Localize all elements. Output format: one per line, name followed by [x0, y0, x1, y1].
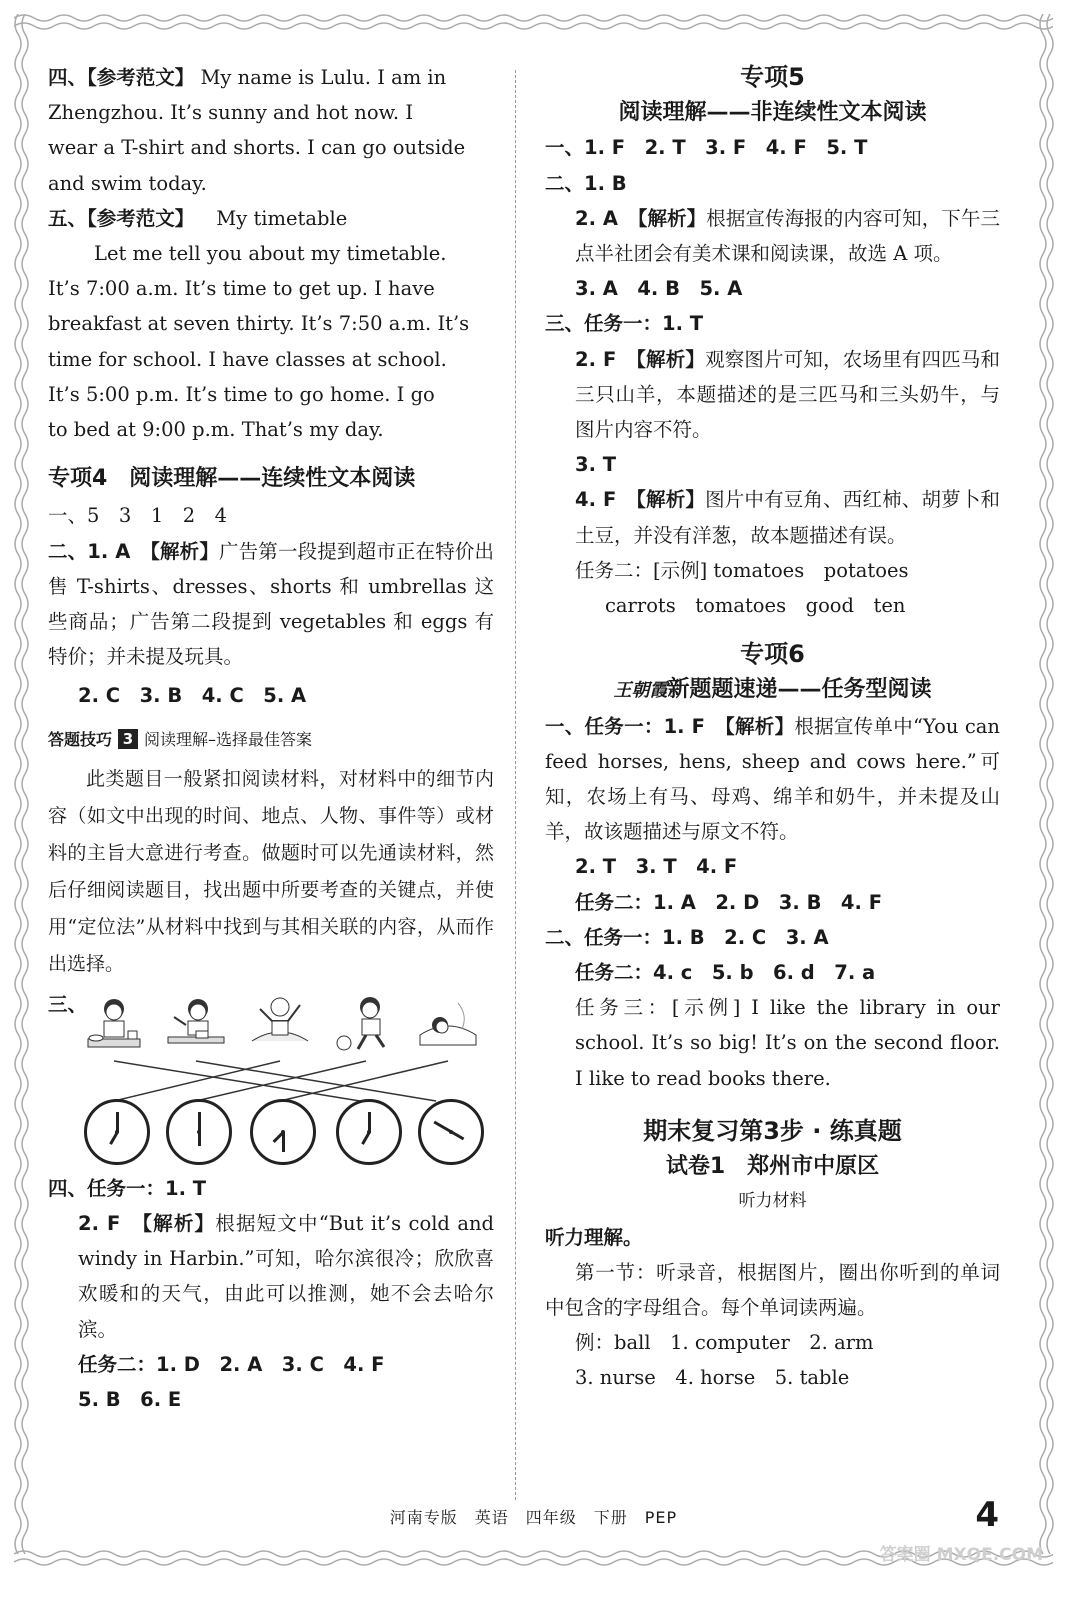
page-footer: 河南专版 英语 四年级 下册 PEP	[389, 1508, 678, 1527]
clock-icon	[336, 1099, 402, 1165]
section-5-label: 五、【参考范文】	[48, 206, 195, 230]
answer-explanation: 根据短文中“But it’s cold and windy in Harbin.”可知，哈尔滨很冷；欣欣喜欢暖和的天气，由此可以推测，她不会去哈尔滨。	[78, 1212, 494, 1341]
topic-6-title: 专项6	[740, 640, 805, 669]
section-4-line-1	[48, 60, 494, 95]
answer-line: 二、1. B	[545, 171, 627, 195]
essay-line: Let me tell you about my timetable.	[94, 242, 447, 266]
tip-body: 此类题目一般紧扣阅读材料，对材料中的细节内容（如文中出现的时间、地点、人物、事件等）或材料的主旨大意进行考查。做题时可以先通读材料，然后仔细阅读题目，找出题中所要考查的关键点，并使用“定位法”从材料中找到与其相关联的内容，从而作出选择。	[48, 767, 494, 975]
answer-explanation: I like the library in our school. It’s so big! It’s on the second floor. I like to read books there.	[575, 996, 1001, 1090]
answer-line: 三、任务一：1. T	[545, 312, 704, 336]
answer-label: 2. F 【解析】	[78, 1212, 216, 1236]
listening-example: 3. nurse 4. horse 5. table	[575, 1366, 850, 1390]
left-column	[48, 60, 494, 1417]
essay-line: My name is Lulu. I am in	[200, 66, 447, 89]
answer-label: 2. F 【解析】	[575, 347, 706, 371]
essay-line: wear a T-shirt and shorts. I can go outside	[48, 136, 466, 160]
answer-line: 任务二：4. c 5. b 6. d 7. a	[575, 961, 876, 985]
answer-block	[545, 990, 1000, 1096]
essay-title: My timetable	[216, 206, 348, 230]
right-border	[1035, 14, 1057, 1560]
answer-explanation: 广告第一段提到超市正在特价出售 T-shirts、dresses、shorts 和 umbrellas 这些商品；广告第二段提到 vegetables 和 eggs 有特价；并未提及玩具。	[48, 539, 494, 669]
answer-explanation: 观察图片可知，农场里有四匹马和三只山羊，本题描述的是三匹马和三头奶牛，与图片内容不符。	[575, 347, 1000, 442]
paper-title: 试卷1 郑州市中原区	[665, 1154, 880, 1180]
tip-heading	[48, 722, 494, 757]
answer-line: 四、任务一：1. T	[48, 1176, 207, 1200]
essay-line: to bed at 9:00 p.m. That’s my day.	[48, 418, 384, 442]
essay-line: It’s 5:00 p.m. It’s time to go home. I go	[48, 382, 435, 406]
topic-4-title: 专项4 阅读理解——连续性文本阅读	[48, 466, 416, 492]
answer-line: 任务二：1. A 2. D 3. B 4. F	[575, 890, 883, 914]
answer-block	[545, 709, 1000, 850]
answer-label: 一、任务一：1. F 【解析】	[545, 714, 795, 738]
column-divider	[515, 70, 516, 1500]
essay-line: breakfast at seven thirty. It’s 7:50 a.m. It’s	[48, 312, 470, 336]
answer-line: 5. B 6. E	[78, 1388, 182, 1412]
answer-line: carrots tomatoes good ten	[605, 594, 906, 618]
listening-section: 听力理解。	[545, 1225, 643, 1249]
answer-line: 2. T 3. T 4. F	[575, 855, 738, 879]
answer-line: 2. C 3. B 4. C 5. A	[78, 684, 307, 708]
matching-exercise	[48, 987, 494, 1167]
final-review-title: 期末复习第3步 · 练真题	[643, 1116, 902, 1145]
answer-line: 一、5 3 1 2 4	[48, 504, 228, 528]
section-3-label: 三、	[48, 992, 88, 1016]
brand-name: 王朝霞	[613, 680, 668, 702]
left-border	[10, 14, 32, 1560]
answer-label: 二、1. A 【解析】	[48, 539, 219, 563]
answer-block	[48, 1206, 494, 1347]
clock-icon	[250, 1099, 316, 1165]
essay-line: Zhengzhou. It’s sunny and hot now. I	[48, 101, 414, 125]
topic-5-subtitle: 阅读理解——非连续性文本阅读	[618, 100, 927, 126]
essay-line: time for school. I have classes at school.	[48, 347, 447, 371]
answer-line: 二、任务一：1. B 2. C 3. A	[545, 925, 829, 949]
answer-line: 3. T	[575, 453, 617, 477]
tip-label: 答题技巧	[48, 729, 113, 749]
answer-explanation: 根据宣传单中“You can feed horses, hens, sheep and cows here.”可知，农场上有马、母鸡、绵羊和奶牛，并未提及山羊，故该题描述与原文不符。	[545, 714, 1000, 844]
answer-line: 任务二：[示例] tomatoes potatoes	[575, 558, 909, 582]
right-column	[545, 60, 1000, 1396]
topic-5-title: 专项5	[740, 63, 805, 91]
answer-label: 任务三：[示例]	[575, 996, 741, 1020]
clock-icon	[84, 1099, 150, 1165]
essay-line: and swim today.	[48, 171, 207, 195]
matching-lines	[48, 987, 494, 1107]
listening-instruction: 第一节：听录音，根据图片，圈出你听到的单词中包含的字母组合。每个单词读两遍。	[545, 1260, 1000, 1319]
listening-example: 例：ball 1. computer 2. arm	[575, 1331, 874, 1355]
page-number: 4	[975, 1495, 999, 1535]
answer-block	[545, 482, 1000, 552]
answer-label: 2. A 【解析】	[575, 206, 707, 230]
answer-block	[545, 342, 1000, 448]
watermark: 答案圈 MXQE.COM	[879, 1545, 1043, 1565]
answer-line: 任务二：1. D 2. A 3. C 4. F	[78, 1352, 385, 1376]
answer-block	[48, 534, 494, 675]
section-4-label: 四、【参考范文】	[48, 66, 195, 89]
answer-line: 一、1. F 2. T 3. F 4. F 5. T	[545, 136, 868, 160]
topic-6-subtitle-text: 新题题速递——任务型阅读	[667, 677, 932, 703]
answer-explanation: 根据宣传海报的内容可知，下午三点半社团会有美术课和阅读课，故选 A 项。	[575, 206, 1000, 266]
top-border	[14, 10, 1053, 38]
essay-line: It’s 7:00 a.m. It’s time to get up. I have	[48, 277, 435, 301]
clock-icon	[418, 1099, 484, 1165]
section-5-heading	[48, 201, 494, 236]
tip-title: 阅读理解–选择最佳答案	[144, 729, 313, 749]
answer-explanation: 图片中有豆角、西红柿、胡萝卜和土豆，并没有洋葱，故本题描述有误。	[575, 488, 1000, 547]
answer-label: 4. F 【解析】	[575, 488, 706, 512]
clock-icon	[166, 1099, 232, 1165]
listening-material-title: 听力材料	[738, 1191, 807, 1212]
tip-number: 3	[118, 729, 138, 749]
topic-6-subtitle	[545, 672, 1000, 708]
answer-line: 3. A 4. B 5. A	[575, 277, 743, 301]
answer-block	[545, 201, 1000, 271]
